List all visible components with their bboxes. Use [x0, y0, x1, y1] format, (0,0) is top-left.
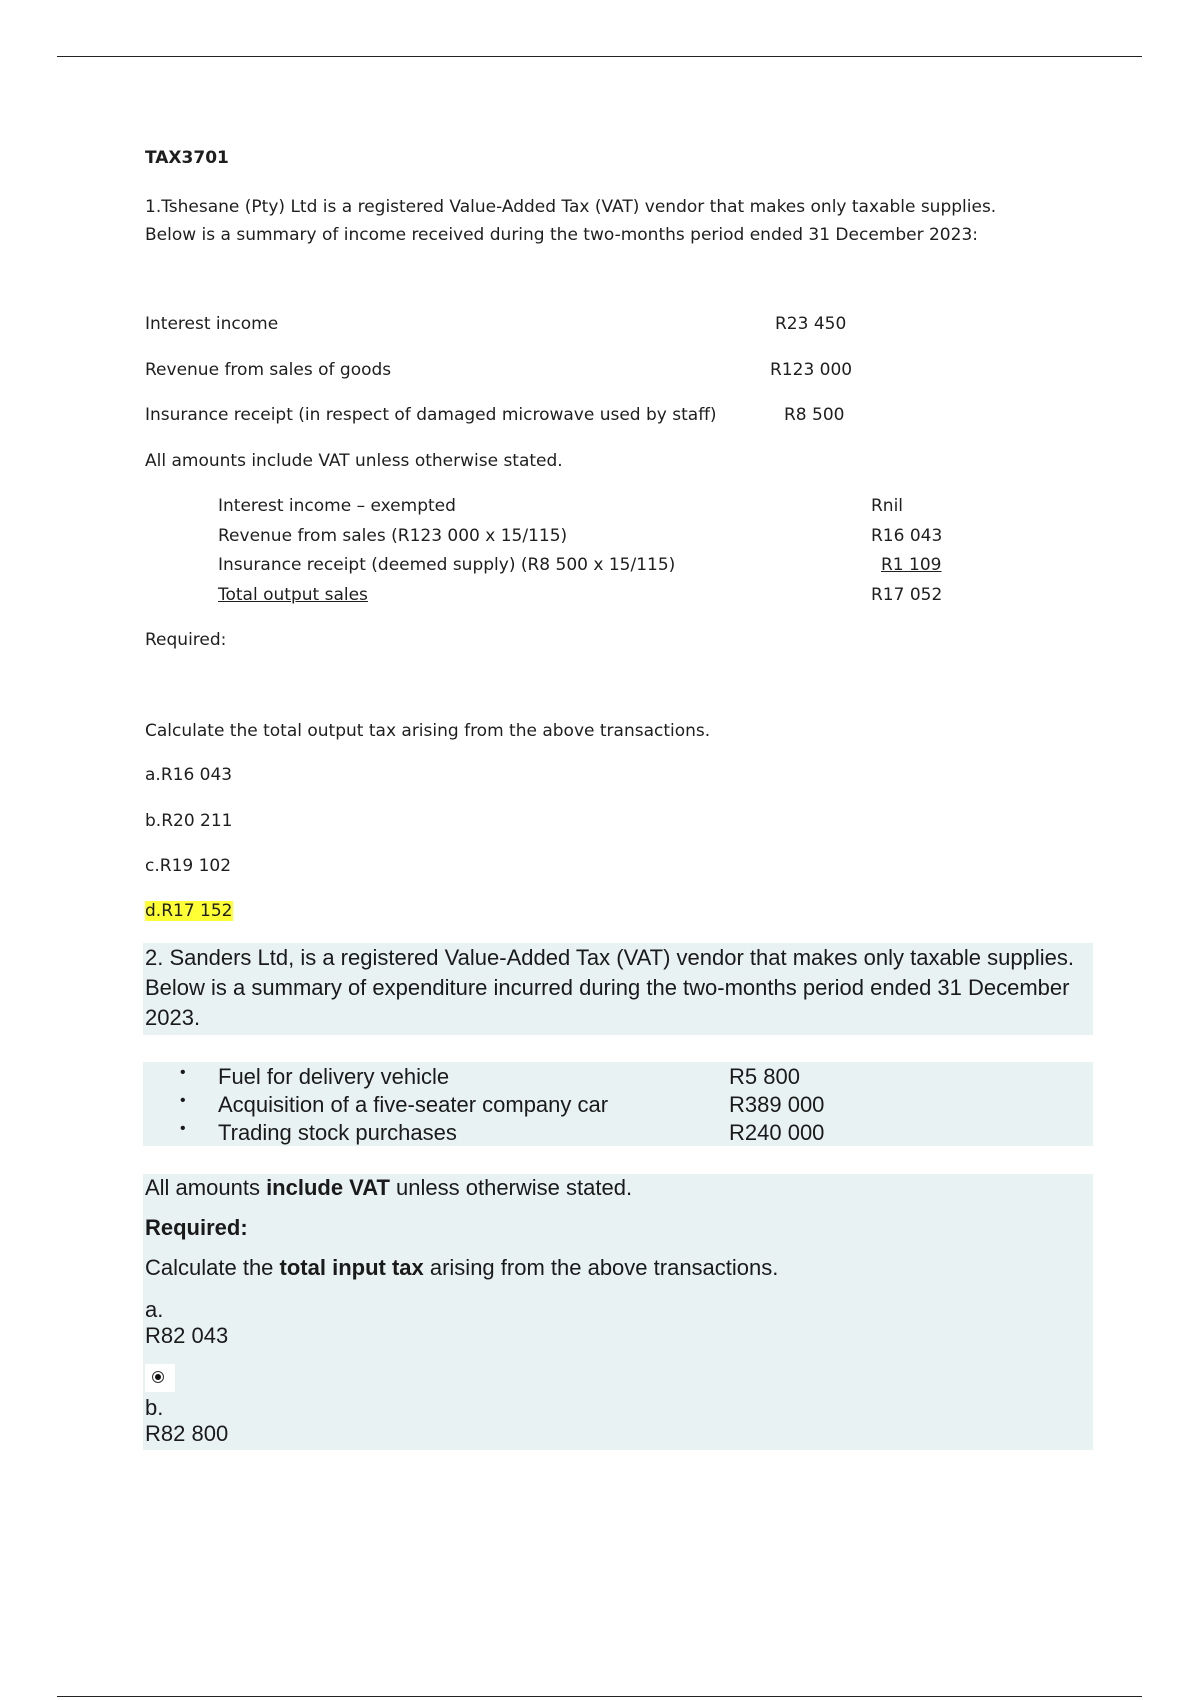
q2-intro: 2. Sanders Ltd, is a registered Value-Added Tax (VAT) vendor that makes only taxable supplies. Below is a summary of expenditure incurred during the two-months period ended 31 December 2023.: [145, 945, 1074, 1030]
income-amount: R23 450: [775, 314, 847, 334]
total-output-amount: R17 052: [871, 585, 943, 605]
q2-required: Required:: [145, 1215, 248, 1240]
note-bold: include VAT: [266, 1175, 390, 1200]
total-output-label: Total output sales: [218, 585, 368, 605]
q2-vat-note: [145, 1175, 632, 1201]
question-bold: total input tax: [279, 1255, 424, 1280]
expense-label: Trading stock purchases: [218, 1120, 457, 1145]
bullet-icon: •: [180, 1120, 186, 1137]
q2-option-b-value[interactable]: R82 800: [145, 1421, 229, 1446]
q2-question: [145, 1255, 778, 1281]
income-amount: R8 500: [784, 405, 845, 425]
q1-option-c[interactable]: c.R19 102: [145, 856, 232, 876]
q1-question: Calculate the total output tax arising from the above transactions.: [145, 721, 711, 741]
bullet-icon: •: [180, 1064, 186, 1081]
question-text: Calculate the: [145, 1255, 280, 1280]
expense-amount: R389 000: [729, 1092, 825, 1117]
working-label: Insurance receipt (deemed supply) (R8 500 x 15/115): [218, 555, 676, 575]
bottom-rule: [57, 1696, 1142, 1697]
expense-amount: R5 800: [729, 1064, 800, 1089]
radio-button[interactable]: [145, 1364, 175, 1392]
course-code: TAX3701: [145, 148, 229, 168]
q1-intro-line-2: Below is a summary of income received during the two-months period ended 31 December 2023:: [145, 225, 978, 245]
working-label: Interest income – exempted: [218, 496, 456, 516]
expense-label: Fuel for delivery vehicle: [218, 1064, 450, 1089]
working-amount: R1 109: [881, 555, 942, 575]
q1-option-a[interactable]: a.R16 043: [145, 765, 233, 785]
note-text: All amounts: [145, 1175, 267, 1200]
q1-intro-line-1: 1.Tshesane (Pty) Ltd is a registered Value-Added Tax (VAT) vendor that makes only taxable supplies.: [145, 197, 997, 217]
question-text: arising from the above transactions.: [423, 1255, 779, 1280]
income-label: Revenue from sales of goods: [145, 360, 392, 380]
q2-option-a-letter: a.: [145, 1297, 164, 1322]
q1-option-b[interactable]: b.R20 211: [145, 811, 233, 831]
income-label: Insurance receipt (in respect of damaged microwave used by staff): [145, 405, 717, 425]
income-amount: R123 000: [770, 360, 853, 380]
expense-amount: R240 000: [729, 1120, 825, 1145]
bullet-icon: •: [180, 1092, 186, 1109]
q2-question-band: [143, 1174, 1093, 1450]
income-label: Interest income: [145, 314, 279, 334]
expense-label: Acquisition of a five-seater company car: [218, 1092, 609, 1117]
q2-option-b-letter: b.: [145, 1395, 164, 1420]
top-rule: [57, 56, 1142, 57]
q1-vat-note: All amounts include VAT unless otherwise stated.: [145, 451, 563, 471]
working-amount: Rnil: [871, 496, 904, 516]
radio-selected-icon: [152, 1371, 164, 1383]
note-text: unless otherwise stated.: [389, 1175, 633, 1200]
q1-required: Required:: [145, 630, 227, 650]
q1-option-d-highlighted[interactable]: d.R17 152: [145, 901, 233, 921]
q1-intro: [145, 193, 996, 249]
working-amount: R16 043: [871, 526, 943, 546]
working-label: Revenue from sales (R123 000 x 15/115): [218, 526, 568, 546]
q2-option-a-value[interactable]: R82 043: [145, 1323, 229, 1348]
